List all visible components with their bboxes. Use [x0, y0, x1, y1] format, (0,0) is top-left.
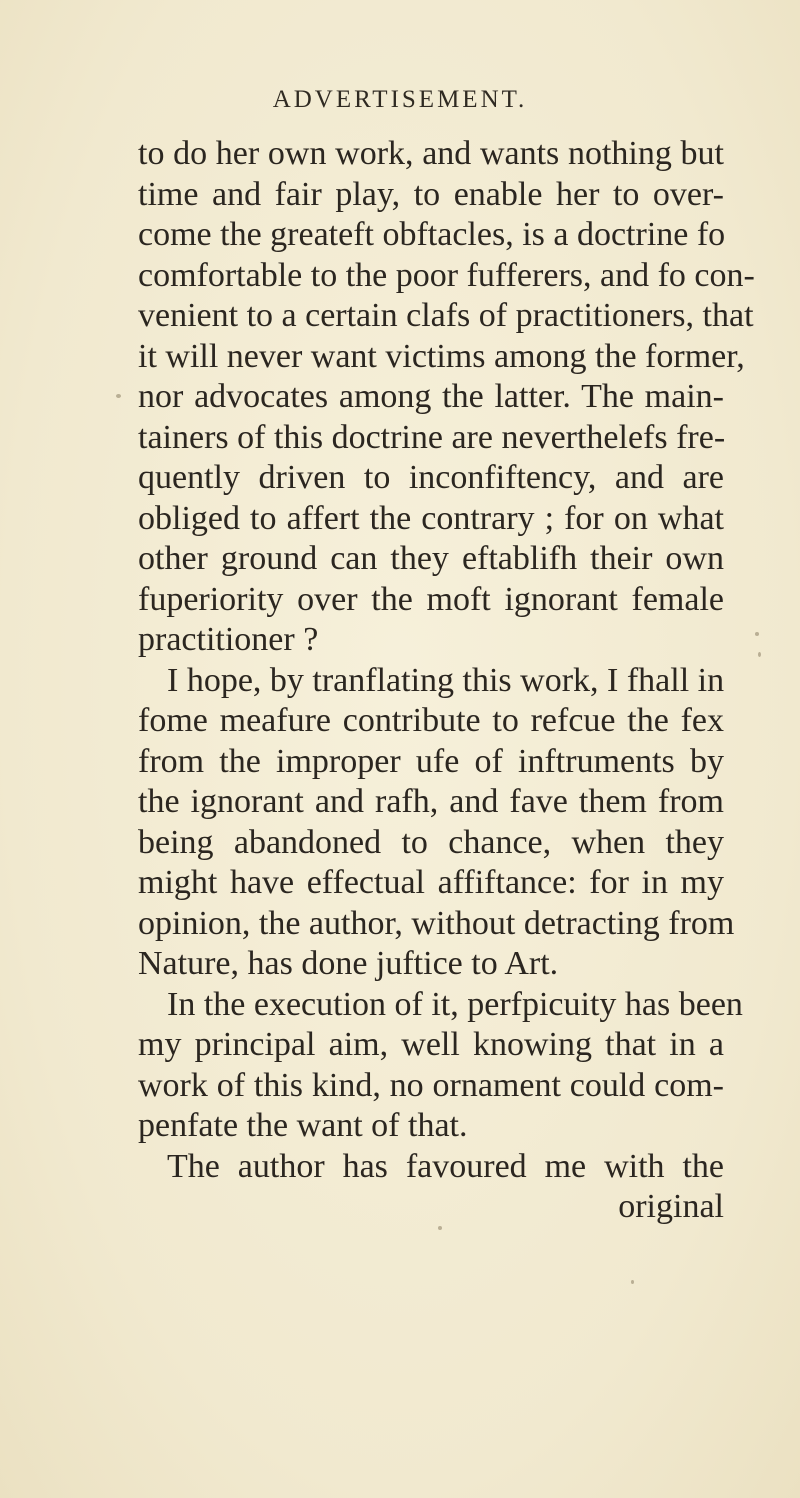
text-line: being abandoned to chance, when they [138, 823, 724, 861]
paper-speck [755, 632, 759, 636]
text-line: opinion, the author, without detracting from [138, 904, 735, 942]
text-line: fuperiority over the moft ignorant female [138, 580, 724, 618]
text-line: tainers of this doctrine are neverthelefs fre- [138, 418, 726, 456]
text-line: my principal aim, well knowing that in a [138, 1026, 724, 1063]
paper-speck [116, 394, 121, 398]
text-line: time and fair play, to enable her to over- [138, 175, 724, 213]
paragraph-end-line: practitioner ? [138, 621, 319, 658]
text-line: the ignorant and rafh, and fave them from [138, 783, 724, 820]
paragraph-end-line: penfate the want of that. [138, 1107, 468, 1144]
text-line: other ground can they eftablifh their own [138, 540, 724, 577]
text-line: obliged to affert the contrary ; for on what [138, 499, 724, 537]
text-line: venient to a certain clafs of practitioners, that [138, 297, 754, 334]
text-line: come the greateft obftacles, is a doctrine fo [138, 216, 726, 253]
text-line: from the improper ufe of inftruments by [138, 742, 724, 780]
running-head: ADVERTISEMENT. [272, 86, 528, 113]
paragraph-start-line: The author has favoured me with the [167, 1147, 724, 1185]
text-line: work of this kind, no ornament could com- [138, 1066, 724, 1104]
text-line: nor advocates among the latter. The main- [138, 378, 724, 415]
text-line: fome meafure contribute to refcue the fex [138, 702, 724, 739]
text-line: comfortable to the poor fufferers, and fo con- [138, 256, 755, 294]
text-line: quently driven to inconfiftency, and are [138, 459, 724, 496]
text-line: to do her own work, and wants nothing but [138, 135, 724, 172]
text-line: might have effectual affiftance: for in my [138, 864, 724, 901]
paragraph-end-line: Nature, has done juftice to Art. [138, 945, 559, 982]
paper-speck [438, 1226, 442, 1230]
paragraph-start-line: I hope, by tranflating this work, I fhall in [167, 661, 725, 699]
paper-speck [758, 652, 761, 657]
paper-speck [631, 1280, 634, 1284]
body-text [138, 134, 755, 1228]
paragraph-start-line: In the execution of it, perfpicuity has been [167, 985, 743, 1023]
text-line: it will never want victims among the former, [138, 337, 745, 375]
catchword: original [618, 1188, 724, 1225]
